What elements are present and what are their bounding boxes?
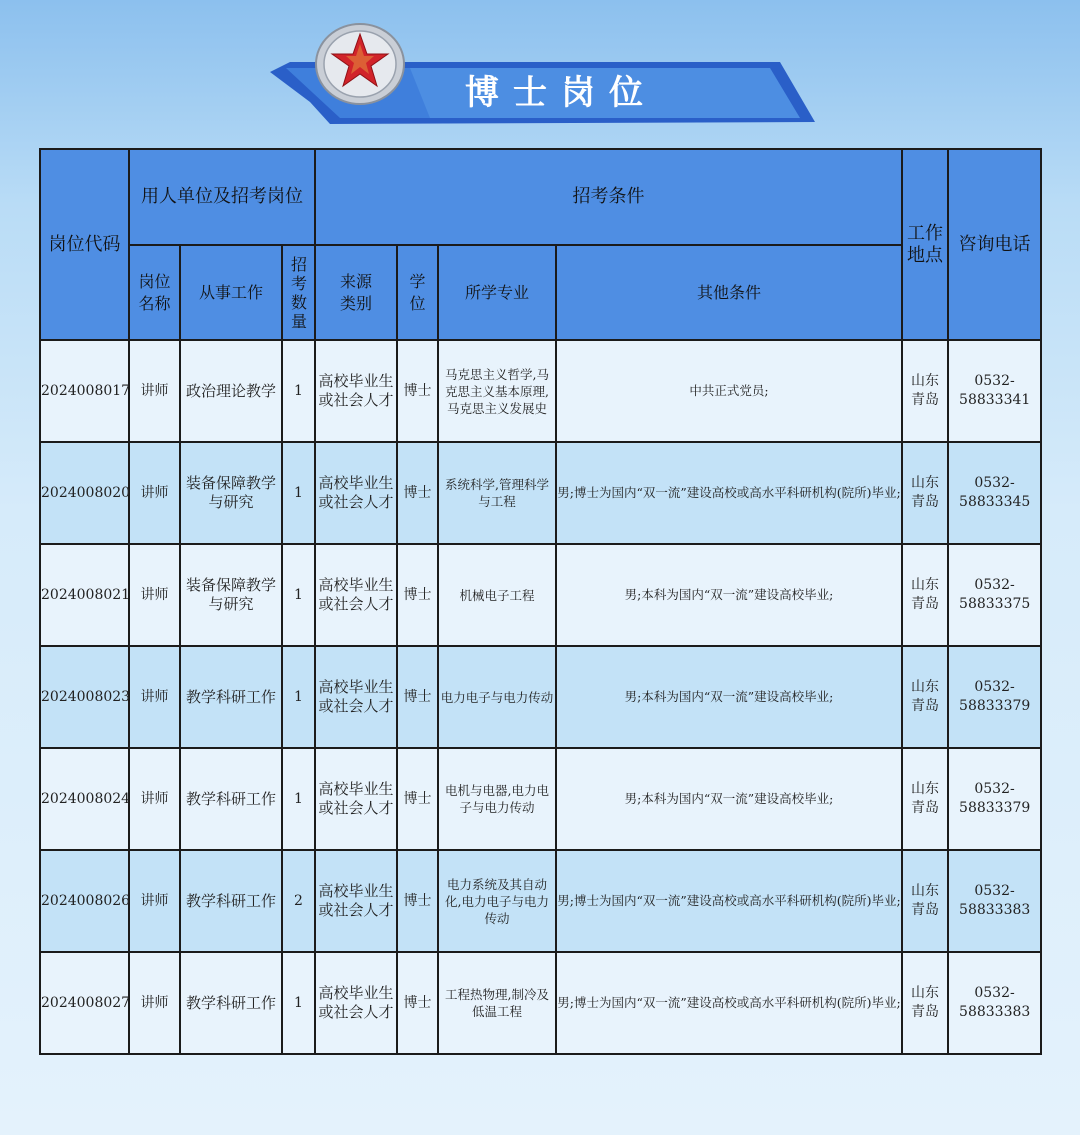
cell-major: 系统科学,管理科学与工程 (438, 442, 556, 544)
cell-major: 电机与电器,电力电子与电力传动 (438, 748, 556, 850)
header-major: 所学专业 (438, 245, 556, 340)
table-row (40, 748, 1041, 850)
cell-post: 讲师 (129, 340, 180, 442)
cell-work: 教学科研工作 (180, 952, 282, 1054)
cell-work: 教学科研工作 (180, 850, 282, 952)
header-count: 招考数量 (282, 245, 315, 340)
cell-work: 教学科研工作 (180, 646, 282, 748)
cell-other: 男;博士为国内“双一流”建设高校或高水平科研机构(院所)毕业; (556, 850, 902, 952)
header-post-name: 岗位名称 (129, 245, 180, 340)
cell-post: 讲师 (129, 748, 180, 850)
cell-phone: 0532-58833341 (948, 340, 1041, 442)
cell-other: 男;博士为国内“双一流”建设高校或高水平科研机构(院所)毕业; (556, 442, 902, 544)
cell-degree: 博士 (397, 646, 438, 748)
cell-code: 2024008024 (40, 748, 129, 850)
cell-location: 山东青岛 (902, 544, 948, 646)
cell-source: 高校毕业生或社会人才 (315, 952, 397, 1054)
header-source: 来源类别 (315, 245, 397, 340)
cell-source: 高校毕业生或社会人才 (315, 442, 397, 544)
cell-source: 高校毕业生或社会人才 (315, 544, 397, 646)
cell-degree: 博士 (397, 442, 438, 544)
cell-source: 高校毕业生或社会人才 (315, 646, 397, 748)
job-table (39, 148, 1042, 1055)
cell-phone: 0532-58833379 (948, 646, 1041, 748)
cell-phone: 0532-58833345 (948, 442, 1041, 544)
cell-post: 讲师 (129, 646, 180, 748)
cell-source: 高校毕业生或社会人才 (315, 850, 397, 952)
cell-other: 中共正式党员; (556, 340, 902, 442)
cell-phone: 0532-58833383 (948, 850, 1041, 952)
cell-count: 1 (282, 748, 315, 850)
cell-post: 讲师 (129, 952, 180, 1054)
cell-count: 1 (282, 646, 315, 748)
cell-major: 机械电子工程 (438, 544, 556, 646)
cell-location: 山东青岛 (902, 646, 948, 748)
table-row (40, 340, 1041, 442)
cell-work: 教学科研工作 (180, 748, 282, 850)
cell-work: 政治理论教学 (180, 340, 282, 442)
cell-count: 2 (282, 850, 315, 952)
cell-count: 1 (282, 442, 315, 544)
header-work: 从事工作 (180, 245, 282, 340)
cell-post: 讲师 (129, 442, 180, 544)
cell-other: 男;博士为国内“双一流”建设高校或高水平科研机构(院所)毕业; (556, 952, 902, 1054)
cell-count: 1 (282, 340, 315, 442)
header-unit-group: 用人单位及招考岗位 (129, 149, 315, 245)
cell-code: 2024008017 (40, 340, 129, 442)
cell-other: 男;本科为国内“双一流”建设高校毕业; (556, 544, 902, 646)
cell-phone: 0532-58833383 (948, 952, 1041, 1054)
cell-location: 山东青岛 (902, 850, 948, 952)
header-code: 岗位代码 (40, 149, 129, 340)
cell-major: 电力电子与电力传动 (438, 646, 556, 748)
cell-code: 2024008023 (40, 646, 129, 748)
cell-major: 电力系统及其自动化,电力电子与电力传动 (438, 850, 556, 952)
cell-degree: 博士 (397, 544, 438, 646)
header-conditions-group: 招考条件 (315, 149, 902, 245)
cell-work: 装备保障教学与研究 (180, 442, 282, 544)
cell-location: 山东青岛 (902, 952, 948, 1054)
cell-location: 山东青岛 (902, 442, 948, 544)
header-degree: 学位 (397, 245, 438, 340)
cell-phone: 0532-58833375 (948, 544, 1041, 646)
army-emblem-icon (312, 22, 408, 106)
cell-post: 讲师 (129, 850, 180, 952)
cell-degree: 博士 (397, 850, 438, 952)
header-other: 其他条件 (556, 245, 902, 340)
cell-count: 1 (282, 544, 315, 646)
cell-other: 男;本科为国内“双一流”建设高校毕业; (556, 646, 902, 748)
cell-code: 2024008026 (40, 850, 129, 952)
header-phone: 咨询电话 (948, 149, 1041, 340)
page-title: 博士岗位 (465, 73, 657, 113)
cell-code: 2024008021 (40, 544, 129, 646)
table-row (40, 850, 1041, 952)
cell-count: 1 (282, 952, 315, 1054)
cell-degree: 博士 (397, 952, 438, 1054)
table-row (40, 442, 1041, 544)
table-row (40, 646, 1041, 748)
cell-work: 装备保障教学与研究 (180, 544, 282, 646)
table-row (40, 544, 1041, 646)
cell-degree: 博士 (397, 340, 438, 442)
cell-code: 2024008027 (40, 952, 129, 1054)
cell-other: 男;本科为国内“双一流”建设高校毕业; (556, 748, 902, 850)
cell-location: 山东青岛 (902, 748, 948, 850)
cell-major: 工程热物理,制冷及低温工程 (438, 952, 556, 1054)
cell-source: 高校毕业生或社会人才 (315, 748, 397, 850)
cell-location: 山东青岛 (902, 340, 948, 442)
cell-source: 高校毕业生或社会人才 (315, 340, 397, 442)
cell-phone: 0532-58833379 (948, 748, 1041, 850)
table-row (40, 952, 1041, 1054)
cell-code: 2024008020 (40, 442, 129, 544)
cell-major: 马克思主义哲学,马克思主义基本原理,马克思主义发展史 (438, 340, 556, 442)
header-location: 工作地点 (902, 149, 948, 340)
cell-post: 讲师 (129, 544, 180, 646)
cell-degree: 博士 (397, 748, 438, 850)
